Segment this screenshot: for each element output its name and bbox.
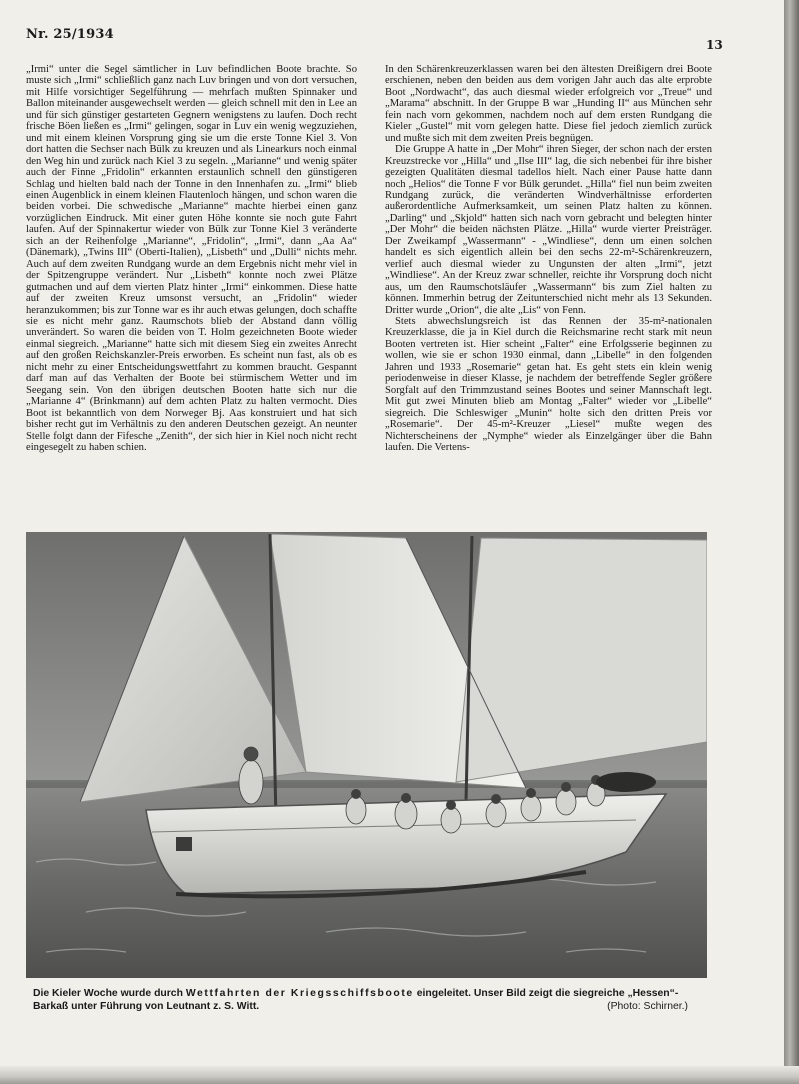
caption-text-end: eingeleitet. Unser Bild zeigt die siegreiche „Hessen“-Barkaß unter Führung von Leutnant z. S. Witt. <box>33 988 679 1012</box>
paragraph: Die Gruppe A hatte in „Der Mohr“ ihren Sieger, der schon nach der ersten Kreuzstrecke vor „Hilla“ und „Ilse III“ lag, die sich nebenbei für ihre bisher gezeigten Qualitäten diesmal tadellos hielt. Nach einer Pause hatte dann noch „Helios“ die Tonne F vor Bülk gerundet. „Hilla“ fiel nun beim zweiten Rundgang zurück, die veränderten Windverhältnisse erforderten außerordentliche Aufmerksamkeit, um seinen Platz halten zu können. „Darling“ und „Skjold“ hatten sich nach vorn gebracht und belegten hinter „Der Mohr“ die beiden nächsten Plätze. „Hilla“ wurde vierter Preisträger. Der Zweikampf „Wassermann“ - „Windliese“, denn um einen solchen handelt es sich eigentlich allein bei den sechs 22-m²-Schärenkreuzern, verlief auch diesmal wieder zu Ungunsten der alten „Irmi“, jetzt „Windliese“. An der Kreuz zwar schneller, reichte ihr Vorsprung doch nicht aus, um den Raumschotsläufer „Wassermann“ bis zum Ziel halten zu können. Immerhin betrug der Zeitunterschied nicht mehr als 13 Sekunden. Dritter wurde „Orion“, die alte „Lis“ von Fenn. <box>385 144 712 316</box>
page-bottom-edge <box>0 1066 799 1084</box>
paragraph: In den Schärenkreuzerklassen waren bei den ältesten Dreißigern drei Boote erschienen, neben den beiden aus dem vorigen Jahr auch das alte erprobte Boot „Nordwacht“, das auch diesmal wieder erfolgreich vor „Treue“ und „Marama“ abschnitt. In der Gruppe B war „Hunding II“ aus München sehr fein nach vorn gekommen, nachdem noch auf dem ersten Rundgang die Kieler „Gustel“ mit vorn gelegen hatte. Diese fiel jedoch ziemlich zurück und mußte sich mit dem zweiten Preis begnügen. <box>385 64 712 144</box>
issue-number: Nr. 25/1934 <box>26 27 114 42</box>
paragraph: „Irmi“ unter die Segel sämtlicher in Luv befindlichen Boote brachte. So muste sich „Irmi“ schließlich ganz nach Luv bringen und von dort versuchen, mit Hilfe vorsichtiger Segelführung — mehrfach mußten Spinnaker und Ballon miteinander ausgewechselt werden — gleich schnell mit den in Lee an und für sich günstiger gestarteten Gegnern wenigstens zu laufen. Doch recht frische Böen ließen es „Irmi“ gelingen, sogar in Luv ein wenig wegzuziehen, und mit einem kleinen Vorsprung ging sie um die erste Tonne Kiel 3. Von dort hatten die Sechser nach Bülk zu kreuzen und als Linearkurs noch einmal den Weg hin und zurück nach Kiel 3 zu segeln. „Marianne“ und wenig später auch der Finne „Fridolin“ erkannten erstaunlich schnell den günstigeren Schlag und hielten bald nach der Tonne in den Innenhafen zu. „Irmi“ blieb einen Augenblick in einem kleinen Flautenloch hängen, und schon waren die beiden vorbei. Die schwedische „Marianne“ machte hierbei einen ganz vorzüglichen Eindruck. Mit einer guten Höhe konnte sie noch gute Fahrt laufen. Auf der Spinnakertur wieder von Bülk zur Tonne Kiel 3 veränderte sich an der Reihenfolge „Marianne“, „Fridolin“, „Irmi“, dann „Aa Aa“ (Dänemark), „Twins III“ (Oberti-Italien), „Lisbeth“ und „Dulli“ nichts mehr. Auch auf dem zweiten Rundgang wurde an dem Ergebnis nicht mehr viel in der Spitzengruppe verändert. Nur „Lisbeth“ konnte noch zwei Plätze gutmachen und auf dem vierten Platz hinter „Irmi“ einkommen. Diese hatte auf der zweiten Kreuz umsonst versucht, an „Fridolin“ wieder heranzukommen; bis zur Tonne war es ihr auch etwas gelungen, doch schaffte sie es nicht mehr ganz. Raumschots blieb der Abstand dann völlig unverändert. So waren die beiden von T. Holm gezeichneten Boote wieder einmal siegreich. „Marianne“ hatte sich mit diesem Sieg ein zweites Anrecht auf den großen Reichskanzler-Preis erworben. Es scheint nun fast, als ob es nicht mehr zu einer Entscheidungswettfahrt zu kommen braucht. Gespannt darf man auf das Verhalten der Boote bei stürmischem Wetter und im Seegang sein. Von den übrigen deutschen Booten hatte sich nur die „Marianne 4“ (Brinkmann) auf dem achten Platz zu halten vermocht. Dies Boot ist bekanntlich von dem Norweger Bj. Aas konstruiert und hat sich bisher recht gut im Verhältnis zu den anderen Deutschen gezeigt. An neunter Stelle folgt dann der Fifesche „Zenith“, der sich hier in Kiel noch nicht recht eingesegelt zu haben schien. <box>26 64 357 453</box>
sailing-launch-photo <box>26 532 707 978</box>
right-text-column <box>385 64 712 453</box>
caption-text-start: Die Kieler Woche wurde durch <box>33 988 183 999</box>
photo-caption <box>33 988 705 1013</box>
paragraph: Stets abwechslungsreich ist das Rennen der 35-m²-nationalen Kreuzerklasse, die ja in Kiel durch die Reichsmarine recht stark mit neun Booten vertreten ist. Hier scheint „Falter“ eine Erfolgsserie beginnen zu wollen, wie sie er schon 1930 einmal, dann „Libelle“ in den folgenden Jahren und 1933 „Rosemarie“ getan hat. Es geht stets ein klein wenig periodenweise in dieser Klasse, je nachdem der betreffende Segler größere Sorgfalt auf den Trimmzustand seines Bootes und seiner Mannschaft legt. Mit gut zwei Minuten blieb am Montag „Falter“ wieder vor „Libelle“ siegreich. Die Schleswiger „Munin“ holte sich den dritten Preis vor „Rosemarie“. Der 45-m²-Kreuzer „Liesel“ mußte wegen des Nichterscheinens der „Nymphe“ wieder als Einzelgänger über die Bahn laufen. Die Vertens- <box>385 315 712 453</box>
page-number: 13 <box>706 38 723 52</box>
binding-edge <box>784 0 799 1084</box>
photo-illustration <box>26 532 707 978</box>
left-text-column <box>26 64 357 453</box>
photo-credit: (Photo: Schirner.) <box>607 1001 688 1012</box>
caption-emphasis: Wettfahrten der Kriegsschiffsboote <box>185 988 414 999</box>
